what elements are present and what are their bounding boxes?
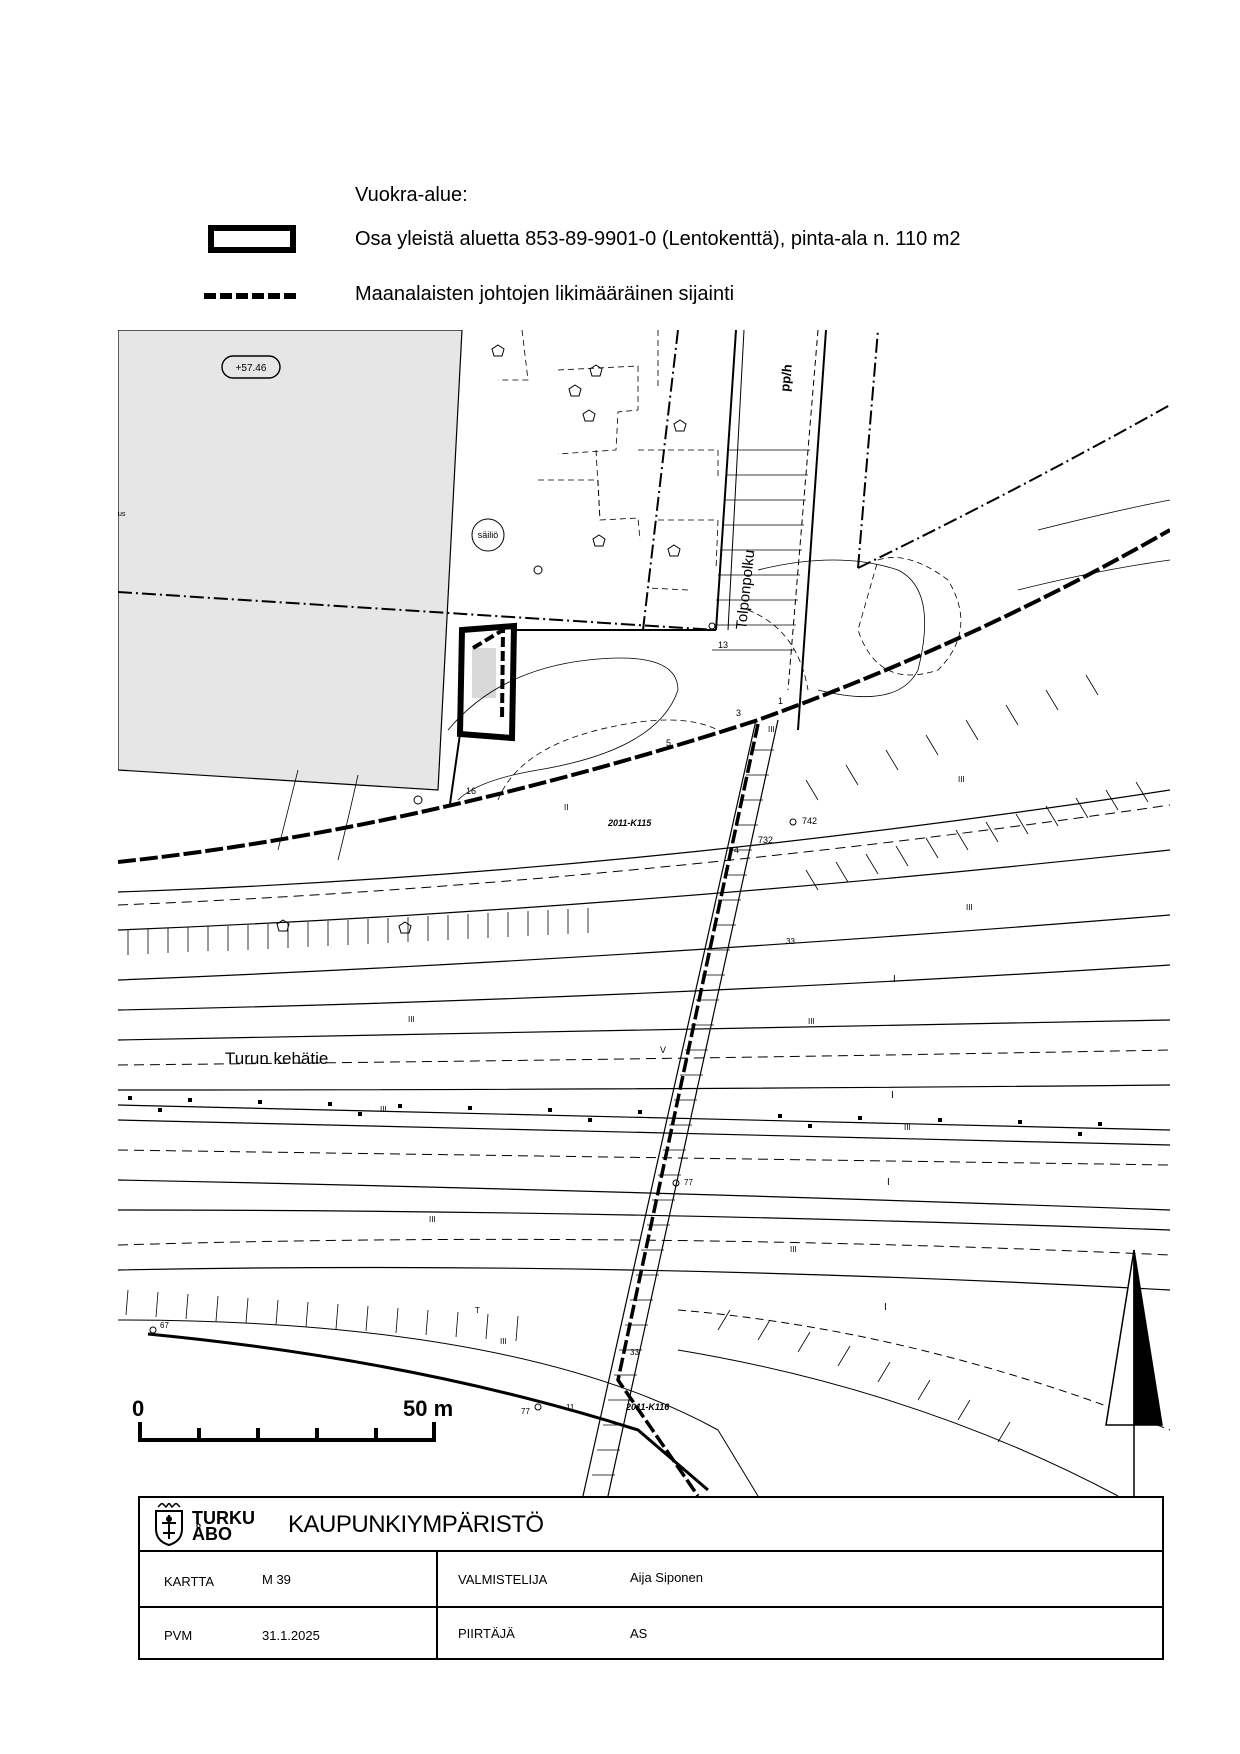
elevation-label: +57.46 — [235, 363, 267, 374]
legend-item-underground-cables — [200, 275, 1100, 315]
roman-label: V — [660, 1045, 667, 1055]
valmistelija-value: Aija Siponen — [630, 1570, 703, 1585]
piirtaja-label: PIIRTÄJÄ — [458, 1626, 515, 1641]
roman-label: I — [884, 1302, 887, 1313]
title-block-divider — [436, 1552, 438, 1660]
kartta-label: KARTTA — [164, 1574, 215, 1589]
edge-label: us — [118, 511, 126, 518]
path-name-label: Tolponpolku — [733, 549, 759, 631]
roman-label: III — [500, 1337, 507, 1346]
tank-label: säiliö — [477, 530, 499, 540]
roman-label: I — [887, 1177, 890, 1188]
title-block-row-map — [140, 1552, 1162, 1608]
legend-item-label: Maanalaisten johtojen likimääräinen sijainti — [355, 283, 735, 305]
scale-start-label: 0 — [132, 1396, 145, 1421]
roman-label: III — [380, 1105, 387, 1114]
path-code-label: pp/h — [777, 363, 795, 393]
path-edge — [798, 330, 826, 730]
number-label: 1 — [778, 696, 784, 706]
roman-label: III — [808, 1017, 815, 1026]
piirtaja-value: AS — [630, 1626, 648, 1641]
valmistelija-label: VALMISTELIJA — [458, 1572, 548, 1587]
roman-label: T — [475, 1306, 480, 1315]
thick-outline-rectangle-icon — [208, 225, 296, 253]
number-label: 4 — [734, 845, 740, 855]
roman-label: III — [904, 1123, 911, 1132]
road-edges — [118, 790, 1170, 1290]
number-label: 77 — [684, 1178, 693, 1187]
title-block — [138, 1496, 1164, 1660]
road-edge-lower — [678, 1350, 1118, 1496]
building-footprints — [498, 330, 718, 590]
road-name-label: Turun kehätie — [225, 1049, 329, 1068]
roman-label: III — [429, 1215, 436, 1224]
boundary-line — [858, 405, 1170, 568]
scale-end-label: 50 m — [403, 1396, 454, 1421]
corridor-edge — [583, 720, 756, 1496]
site-map — [118, 330, 1170, 1496]
boundary-line — [643, 330, 678, 630]
pvm-value: 31.1.2025 — [262, 1628, 320, 1643]
roman-label: I — [891, 1090, 894, 1101]
legend-title: Vuokra-alue: — [355, 184, 468, 206]
plot-label: 2011-K115 — [608, 818, 652, 828]
number-label: 742 — [802, 816, 818, 826]
pvm-label: PVM — [164, 1628, 193, 1643]
legend-item-lease-area — [200, 220, 1100, 260]
lease-area-fill — [472, 648, 496, 698]
path-edge — [716, 330, 736, 630]
roman-label: II — [564, 803, 569, 812]
roman-label: III — [408, 1015, 415, 1024]
number-label: 5 — [666, 738, 672, 748]
roman-label: I — [893, 974, 896, 985]
plot-label: 2011-K116 — [626, 1402, 670, 1412]
number-label: 67 — [160, 1321, 169, 1330]
number-label: 3 — [736, 708, 742, 718]
org-name: TURKU ÅBO — [192, 1508, 255, 1544]
title-block-row-date — [140, 1608, 1162, 1660]
number-label: 33 — [630, 1348, 639, 1357]
roman-label: III — [790, 1245, 797, 1254]
title-block-header — [140, 1498, 1162, 1552]
corridor-edge — [608, 720, 778, 1496]
number-label: 732 — [758, 835, 774, 845]
turku-coat-of-arms-icon — [150, 1503, 188, 1547]
thick-dashed-line-icon — [204, 293, 296, 299]
roman-label: III — [958, 775, 965, 784]
road-markers — [128, 1096, 1102, 1136]
number-label: 11 — [566, 1403, 575, 1412]
number-label: 16 — [466, 786, 477, 796]
department-name: KAUPUNKIYMPÄRISTÖ — [288, 1511, 544, 1538]
number-label: 33 — [786, 937, 795, 946]
scale-bar — [140, 1422, 434, 1442]
legend-item-label: Osa yleistä aluetta 853-89-9901-0 (Lentokenttä), pinta-ala n. 110 m2 — [355, 228, 961, 250]
number-label: 13 — [718, 640, 729, 650]
gray-area — [118, 330, 462, 790]
boundary-line — [858, 330, 878, 568]
kartta-value: M 39 — [262, 1572, 291, 1587]
number-label: 77 — [521, 1407, 530, 1416]
roman-label: III — [966, 903, 973, 912]
roman-label: III — [768, 725, 775, 734]
plot-line — [450, 734, 460, 804]
